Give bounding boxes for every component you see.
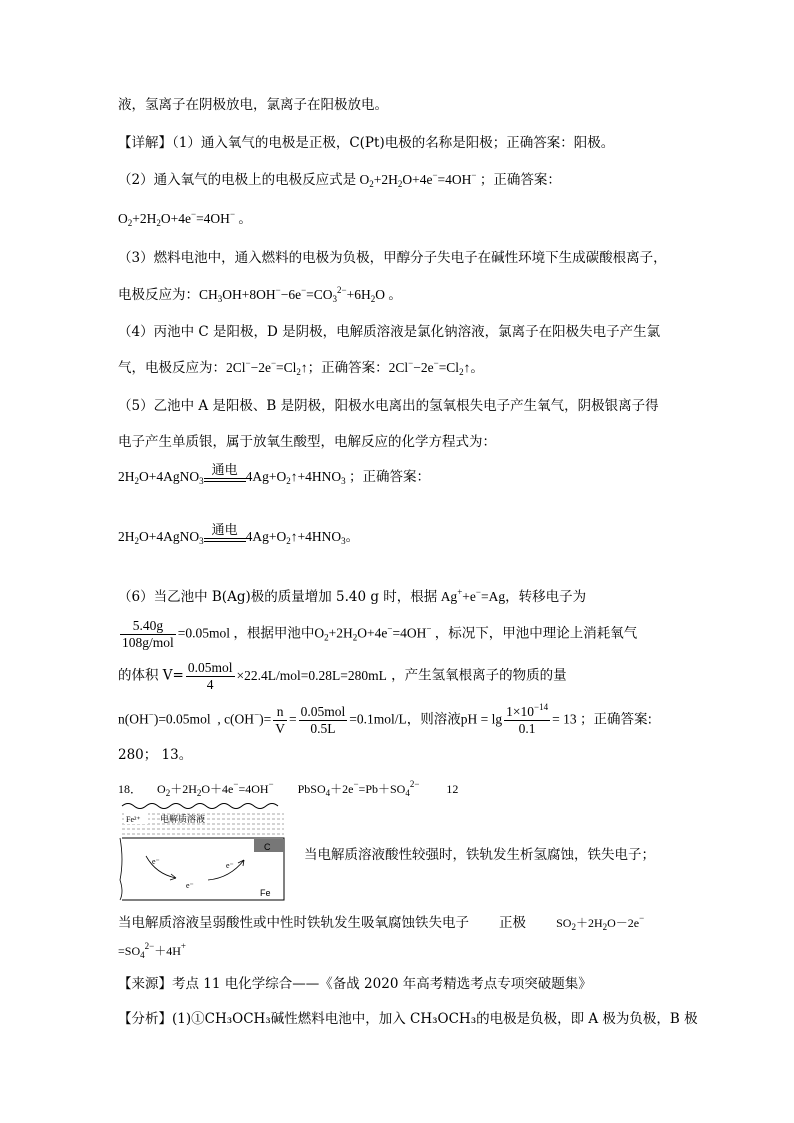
line-3-answer-label: ；正确答案： bbox=[479, 172, 561, 188]
q18-positive-electrode: 正极 bbox=[499, 915, 527, 931]
text-line-10 bbox=[118, 433, 496, 451]
q18-text-2 bbox=[118, 914, 644, 932]
text-line-3 bbox=[118, 171, 561, 189]
equation-o2-answer: $O_2+2H_2O+4e^-=4OH^-$ 。 bbox=[118, 209, 252, 228]
equation-chlorine: $2Cl^--2e^-=Cl_2↑$ bbox=[226, 358, 308, 377]
text-line-16: n(OH−)=0.05mol , c(OH−)= $\frac{n}{V}$ = $\frac{\text{0.05mol}}{0.5L}$ =0.1mol/L，则溶液pH = lg $\frac{1\times 10^{-14}}{0.1}$ = 13 ；正确答案: bbox=[118, 702, 653, 736]
electron-label-2: e⁻ bbox=[186, 881, 194, 890]
fraction-mol-silver: $\frac{5.40g}{\text{108g/mol}}$ bbox=[122, 618, 174, 650]
line-9-text: （5）乙池中 A 是阳极、B 是阴极，阳极水电离出的氢氧根失电子产生氧气，阴极银离子得 bbox=[118, 398, 659, 414]
line-1-text: 液，氢离子在阴极放电，氯离子在阳极放电。 bbox=[118, 97, 388, 113]
text-line-2 bbox=[118, 134, 614, 152]
line-7-text: （4）丙池中 C 是阳极，D 是阴极，电解质溶液是氯化钠溶液，氯离子在阳极失电子产生氯 bbox=[118, 324, 661, 340]
electrolysis-arrow-2 bbox=[204, 524, 246, 546]
equation-so2: $SO_2+2H_2O-2e^-$ bbox=[556, 913, 645, 932]
line-15-head: 的体积 V= bbox=[118, 667, 184, 684]
text-line-14: $\frac{5.40g}{\text{108g/mol}}$ =0.05mol ，根据甲池中$O_2+2H_2O+4e^-=4OH^-$ ，标况下，甲池中理论上消耗氧气 bbox=[122, 618, 638, 650]
iron-label: Fe bbox=[260, 888, 271, 898]
source-line bbox=[118, 975, 592, 993]
text-line-8 bbox=[118, 359, 484, 377]
equation-chlorine-answer: $2Cl^--2e^-=Cl_2↑$。 bbox=[388, 358, 484, 377]
q18-text-1 bbox=[304, 846, 655, 864]
text-line-5 bbox=[118, 249, 667, 267]
line-10-text: 电子产生单质银，属于放氧生酸型，电解反应的化学方程式为： bbox=[118, 434, 496, 450]
source-text: 考点 11 电化学综合——《备战 2020 年高考精选考点专项突破题集》 bbox=[172, 976, 592, 992]
line-8-text: 气，电极反应为： bbox=[118, 360, 226, 376]
analysis-heading: 【分析】 bbox=[118, 1011, 172, 1027]
text-line-1 bbox=[118, 96, 388, 114]
electron-label-3: e⁻ bbox=[226, 861, 234, 870]
line-11-answer-label: ；正确答案： bbox=[349, 469, 430, 485]
line-6-text: 电极反应为： bbox=[118, 287, 199, 303]
line-13-tail: ，转移电子为 bbox=[505, 589, 587, 605]
line-2-text: （1）通入氧气的电极是正极，C(Pt)电极的名称是阳极；正确答案：阳极。 bbox=[172, 135, 615, 151]
text-line-6 bbox=[118, 286, 402, 304]
arrow-label-2: 通电 bbox=[211, 523, 238, 538]
line-16-answer-label: ；正确答案: bbox=[579, 711, 653, 728]
question-18-value: 12 bbox=[446, 782, 459, 796]
detail-heading: 【详解】 bbox=[118, 135, 172, 151]
electron-label-1: e⁻ bbox=[152, 857, 160, 866]
arrow-label-1: 通电 bbox=[211, 463, 238, 478]
text-line-7 bbox=[118, 323, 660, 341]
line-14-text-2: ，标况下，甲池中理论上消耗氧气 bbox=[434, 625, 638, 642]
equation-electrolysis-1: $2H_2O+4AgNO_3$ 通电 $4Ag+O_2↑+4HNO_3$ ；正确答案： bbox=[118, 463, 430, 486]
text-line-13 bbox=[118, 588, 586, 606]
carbon-label: C bbox=[264, 842, 271, 852]
electrolysis-arrow-1 bbox=[204, 464, 246, 486]
text-line-17 bbox=[118, 746, 192, 764]
line-17-text: 280； 13。 bbox=[118, 747, 193, 763]
equation-electrolysis-2: $2H_2O+4AgNO_3$ 通电 $4Ag+O_2↑+4HNO_3$。 bbox=[118, 523, 360, 546]
text-line-15: 的体积 V= $\frac{\text{0.05mol}}{4}$ ×22.4L/mol=0.28L=280mL ，产生氢氧根离子的物质的量 bbox=[118, 660, 567, 692]
equation-methanol-oxidation: $CH_3OH+8OH^--6e^-=CO_3^{2-}+6H_2O$ 。 bbox=[199, 285, 402, 304]
equation-so2-result: $=SO_4^{2-}+4H^+$ bbox=[118, 941, 186, 960]
electrolyte-label: 电解质溶液 bbox=[160, 815, 206, 825]
line-3-text: （2）通入氧气的电极上的电极反应式是 bbox=[118, 172, 357, 188]
question-18-answers: 18． $O_2+2H_2O+4e^-=4OH^-$ $PbSO_4+2e^-=Pb+SO_4^{2-}$ 12 bbox=[118, 779, 459, 798]
fraction-o2-mol: $\frac{\text{0.05mol}}{4}$ bbox=[187, 660, 233, 692]
analysis-line bbox=[118, 1010, 698, 1028]
equation-o2-reduction: $O_2+2H_2O+4e^-=4OH^-$ bbox=[356, 170, 477, 189]
line-16-text: ，则溶液 bbox=[406, 711, 461, 728]
analysis-text: (1)①CH₃OCH₃碱性燃料电池中，加入 CH₃OCH₃的电极是负极，即 A 极为负极，B 极 bbox=[172, 1011, 698, 1027]
fe-ion-label: Fe²⁺ bbox=[126, 815, 141, 824]
line-8-answer-label: ；正确答案： bbox=[307, 360, 389, 376]
line-5-text: （3）燃料电池中，通入燃料的电极为负极，甲醇分子失电子在碱性环境下生成碳酸根离子， bbox=[118, 250, 667, 266]
q18-text-2-content: 当电解质溶液呈弱酸性或中性时铁轨发生吸氧腐蚀铁失电子 bbox=[118, 915, 469, 931]
corrosion-diagram bbox=[118, 800, 286, 902]
text-line-9 bbox=[118, 397, 659, 415]
fraction-ph: $\frac{1\times 10^{-14}}{0.1}$ bbox=[506, 702, 549, 736]
line-15-tail: ，产生氢氧根离子的物质的量 bbox=[391, 667, 567, 684]
question-18-number: 18． bbox=[118, 782, 143, 796]
equation-silver: Ag++e−=Ag bbox=[437, 587, 506, 604]
q18-text-1-content: 当电解质溶液酸性较强时，铁轨发生析氢腐蚀，铁失电子； bbox=[304, 847, 655, 863]
line-14-text: ，根据甲池中 bbox=[233, 625, 315, 642]
line-13-text: （6）当乙池中 B(Ag)极的质量增加 5.40 g 时，根据 bbox=[118, 589, 438, 605]
source-heading: 【来源】 bbox=[118, 976, 172, 992]
